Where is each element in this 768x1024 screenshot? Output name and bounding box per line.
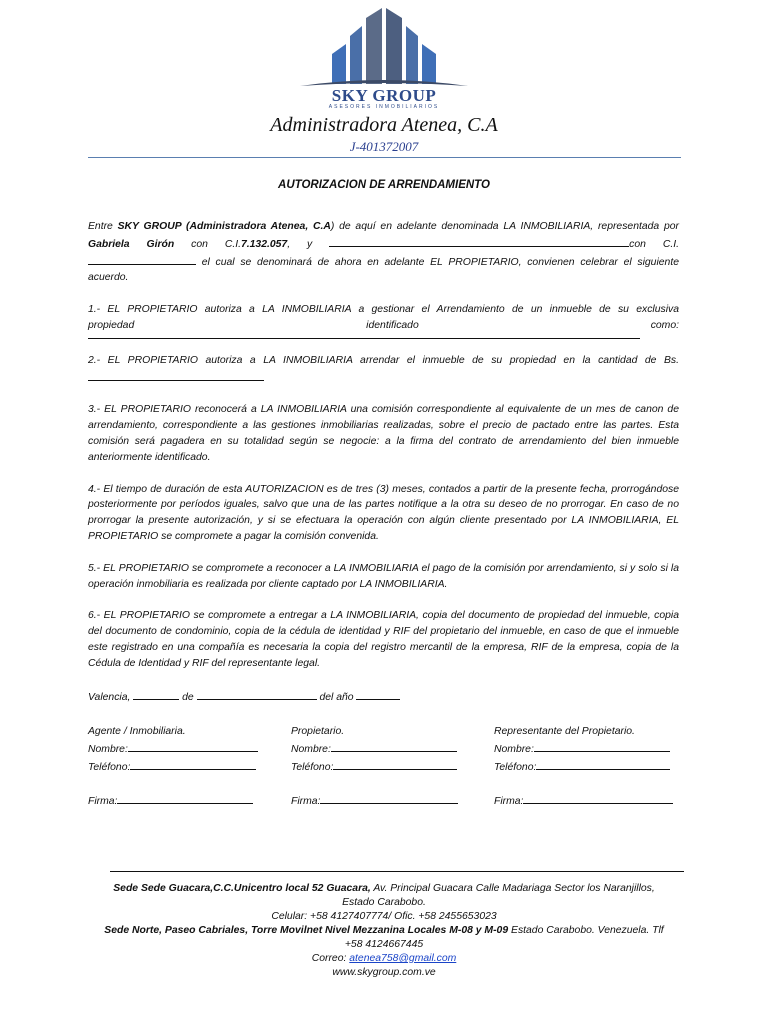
agent-name-blank[interactable] [128, 740, 258, 752]
intro-text: , y [287, 238, 330, 250]
signature-agent [88, 724, 258, 810]
month-blank[interactable] [197, 688, 317, 700]
footer-sede1-name: Sede Sede Guacara,C.C.Unicentro local 52 Guacara, [113, 883, 371, 894]
signature-role: Agente / Inmobiliaria. [88, 726, 186, 737]
place-de: de [179, 691, 197, 703]
brand-tagline: ASESORES INMOBILIARIOS [328, 104, 440, 110]
footer-phones: Celular: +58 4127407774/ Ofic. +58 2455653023 [271, 911, 497, 922]
signature-owner [291, 724, 458, 810]
signature-phone-line [88, 758, 258, 776]
intro-company: Administradora Atenea, C.A [189, 221, 331, 232]
clause-2 [88, 353, 679, 387]
label: Nombre: [88, 744, 128, 755]
footer-sede1-address: Av. Principal Guacara Calle Madariaga Sector los Naranjillos, Estado Carabobo. [342, 883, 655, 908]
header-divider [88, 157, 681, 158]
footer-sede-guacara [100, 882, 668, 910]
signature-representative [494, 724, 673, 810]
footer-email-label: Correo: [311, 953, 350, 964]
label: Teléfono: [291, 762, 334, 773]
signature-name-line [494, 740, 673, 758]
signature-role: Propietario. [291, 726, 345, 737]
owner-sign-blank[interactable] [320, 792, 458, 804]
intro-text: el cual se denominará de ahora en adelante EL PROPIETARIO, convienen celebrar el siguiente acuerdo. [88, 256, 679, 284]
footer-sede2-address: Estado Carabobo. Venezuela. Tlf +58 4124667445 [344, 925, 664, 950]
intro-paragraph [88, 219, 679, 286]
owner-name-blank[interactable] [329, 235, 629, 247]
intro-sky-group: SKY GROUP ( [117, 221, 190, 232]
year-blank[interactable] [356, 688, 400, 700]
owner-phone-blank[interactable] [333, 758, 457, 770]
clause-4: 4.- El tiempo de duración de esta AUTORIZACION es de tres (3) meses, contados a partir de la presente fecha, prorrogándose posteriormente por períodos iguales, salvo que una de las partes notifique a la otra su deseo de no prorrogar. En caso de no prorrogar la presente autorización, y si se efectuara la operación con algún cliente presentado por LA INMOBILIARIA, EL PROPIETARIO se compromete a pagar la comisión convenida. [88, 483, 679, 542]
intro-text: con C.I. [629, 238, 679, 250]
owner-ci-blank[interactable] [88, 253, 196, 265]
agent-sign-blank[interactable] [117, 792, 253, 804]
rep-sign-blank[interactable] [523, 792, 673, 804]
amount-blank[interactable] [88, 369, 264, 381]
signature-phone-line [494, 758, 673, 776]
clause-1-line2: propiedad identificado como: [88, 319, 679, 331]
label: Teléfono: [494, 762, 537, 773]
intro-ci-number: 7.132.057 [240, 238, 288, 250]
label: Firma: [494, 796, 524, 807]
intro-text: Entre [88, 221, 118, 232]
agent-phone-blank[interactable] [130, 758, 256, 770]
signature-sign-line [494, 792, 673, 810]
property-id-blank[interactable] [88, 334, 640, 339]
label: Teléfono: [88, 762, 131, 773]
company-name: Administradora Atenea, C.A [270, 114, 498, 136]
owner-name-sign-blank[interactable] [331, 740, 457, 752]
footer-website: www.skygroup.com.ve [332, 967, 436, 978]
footer-email-link[interactable]: atenea758@gmail.com [349, 953, 457, 964]
intro-text: ) de aquí en adelante denominada LA INMOBILIARIA, representada por [330, 221, 679, 232]
footer-sede2-name: Sede Norte, Paseo Cabriales, Torre Movilnet Nivel Mezzanina Locales M-08 y M-09 [104, 925, 509, 936]
clause-1-line1: 1.- EL PROPIETARIO autoriza a LA INMOBILIARIA a gestionar el Arrendamiento de un inmueble de su exclusiva [88, 304, 679, 316]
rep-phone-blank[interactable] [536, 758, 670, 770]
day-blank[interactable] [133, 688, 179, 700]
date-place-line [88, 688, 679, 706]
signature-phone-line [291, 758, 458, 776]
place-city: Valencia, [88, 691, 134, 703]
label: Nombre: [291, 744, 331, 755]
signature-role: Representante del Propietario. [494, 726, 635, 737]
clause-2-text: 2.- EL PROPIETARIO autoriza a LA INMOBILIARIA arrendar el inmueble de su propiedad en la cantidad de Bs. [88, 354, 679, 366]
place-year-label: del año [316, 691, 357, 703]
footer-sede-norte [100, 924, 668, 952]
signature-sign-line [291, 792, 458, 810]
label: Nombre: [494, 744, 534, 755]
clause-3: 3.- EL PROPIETARIO reconocerá a LA INMOBILIARIA una comisión correspondiente al equivalente de un mes de canon de arrendamiento, correspondiente a las gestiones inmobiliarias realizadas, sobre el precio de pactado entre las partes. Esta comisión será pagadera en su totalidad según se negocie: a la firma del contrato de arrendamiento del bien inmueble anteriormente identificado. [88, 404, 679, 463]
intro-text: con C.I. [174, 238, 241, 250]
brand-name: SKY GROUP [331, 86, 437, 105]
label: Firma: [88, 796, 118, 807]
label: Firma: [291, 796, 321, 807]
company-rif: J-401372007 [349, 139, 419, 154]
signature-name-line [88, 740, 258, 758]
footer [100, 882, 668, 980]
clause-1 [88, 302, 679, 339]
footer-divider [110, 871, 684, 872]
clause-6: 6.- EL PROPIETARIO se compromete a entregar a LA INMOBILIARIA, copia del documento de propiedad del inmueble, copia del documento de condominio, copia de la cédula de identidad y RIF del propietario del inmueble, en caso de que el inmueble este registrado en una compañía es necesaria la copia del registro mercantil de la empresa, RIF de la empresa, copia de la Cédula de Identidad y RIF del representante legal. [88, 610, 679, 669]
document-body [88, 219, 679, 723]
signature-name-line [291, 740, 458, 758]
signature-sign-line [88, 792, 258, 810]
footer-email-line [100, 952, 668, 966]
document-title: AUTORIZACION DE ARRENDAMIENTO [278, 179, 490, 191]
clause-5: 5.- EL PROPIETARIO se compromete a reconocer a LA INMOBILIARIA el pago de la comisión por arrendamiento, si y solo si la operación inmobiliaria es realizada por cliente captado por LA INMOBILIARIA. [88, 562, 679, 590]
rep-name-blank[interactable] [534, 740, 670, 752]
intro-representative: Gabriela Girón [88, 238, 175, 250]
